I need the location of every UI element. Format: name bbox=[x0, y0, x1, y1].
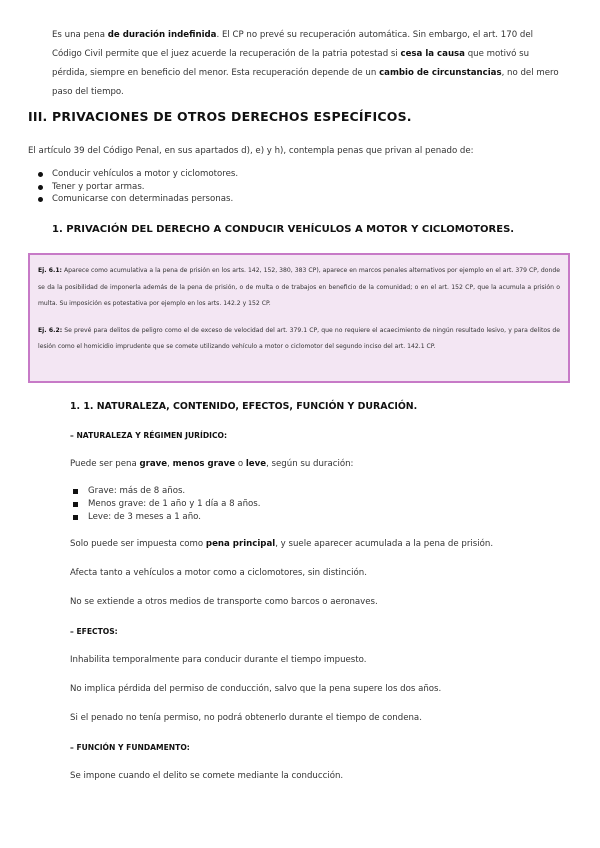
list-item: Comunicarse con determinadas personas. bbox=[37, 193, 238, 206]
intro-bold-3: cambio de circunstancias bbox=[379, 68, 502, 78]
example-label: Ej. 6.1: bbox=[38, 267, 62, 274]
funcion-heading: – FUNCIÓN Y FUNDAMENTO: bbox=[70, 743, 190, 752]
example-label: Ej. 6.2: bbox=[38, 326, 63, 334]
afecta-paragraph: Afecta tanto a vehículos a motor como a ciclomotores, sin distinción. bbox=[70, 568, 367, 578]
gravity-paragraph bbox=[70, 459, 353, 469]
list-item: Leve: de 3 meses a 1 año. bbox=[72, 511, 260, 524]
intro-bold-2: cesa la causa bbox=[400, 49, 465, 59]
intro-paragraph bbox=[52, 26, 562, 102]
gravity-text: , según su duración: bbox=[266, 459, 354, 469]
funcion-paragraph: Se impone cuando el delito se comete mediante la conducción. bbox=[70, 771, 344, 781]
list-item: Conducir vehículos a motor y ciclomotores. bbox=[37, 168, 238, 181]
efecto-paragraph: No implica pérdida del permiso de conducción, salvo que la pena supere los dos años. bbox=[70, 684, 442, 694]
intro-text-4: , no del mero paso del tiempo. bbox=[52, 68, 559, 97]
intro-text-3: que motivó su pérdida, siempre en beneficio del menor. Esta recuperación depende de un bbox=[52, 49, 530, 78]
gravity-text: Puede ser pena bbox=[70, 459, 140, 469]
no-extiende-paragraph: No se extiende a otros medios de transporte como barcos o aeronaves. bbox=[70, 597, 378, 607]
list-item: Menos grave: de 1 año y 1 día a 8 años. bbox=[72, 498, 260, 511]
gravity-bold: grave bbox=[139, 459, 168, 469]
example-text: Se prevé para delitos de peligro como el de exceso de velocidad del art. 379.1 CP, que no requiere el acaecimiento de ningún resultado lesivo, y para delitos de lesión como el homicidio imprudente que se comete utilizando vehículo a motor o ciclomotor del segundo inciso del art. 142.1 CP. bbox=[38, 326, 560, 350]
principal-paragraph bbox=[70, 539, 493, 549]
intro-bold-1: de duración indefinida bbox=[107, 30, 217, 40]
example-text: Aparece como acumulativa a la pena de prisión en los arts. 142, 152, 380, 383 CP), aparece en marcos penales alternativos por ejemplo en el art. 379 CP, donde se da la posibilidad de imponerla además de la pena de prisión, o de multa o de trabajos en beneficio de la comunidad; o en el art. 152 CP, que la acumula a prisión o multa. Su imposición es potestativa por ejemplo en los arts. 142.2 y 152 CP. bbox=[38, 267, 560, 307]
efecto-paragraph: Inhabilita temporalmente para conducir durante el tiempo impuesto. bbox=[70, 655, 367, 665]
section-paragraph: El artículo 39 del Código Penal, en sus apartados d), e) y h), contempla penas que privan al penado de: bbox=[28, 146, 474, 156]
gravity-text: , bbox=[167, 459, 173, 469]
naturaleza-heading: – NATURALEZA Y RÉGIMEN JURÍDICO: bbox=[70, 431, 228, 440]
intro-text-1: Es una pena bbox=[52, 30, 108, 40]
principal-text: , y suele aparecer acumulada a la pena de prisión. bbox=[275, 539, 494, 549]
duration-list bbox=[72, 485, 260, 524]
efecto-paragraph: Si el penado no tenía permiso, no podrá obtenerlo durante el tiempo de condena. bbox=[70, 713, 422, 723]
subsection-heading: 1. PRIVACIÓN DEL DERECHO A CONDUCIR VEHÍCULOS A MOTOR Y CICLOMOTORES. bbox=[52, 224, 515, 235]
sub-subsection-heading: 1. 1. NATURALEZA, CONTENIDO, EFECTOS, FUNCIÓN Y DURACIÓN. bbox=[70, 401, 418, 412]
rights-list bbox=[37, 168, 238, 206]
gravity-bold: leve bbox=[245, 459, 267, 469]
example-box bbox=[28, 253, 570, 383]
principal-text: Solo puede ser impuesta como bbox=[70, 539, 206, 549]
list-item: Grave: más de 8 años. bbox=[72, 485, 260, 498]
example-6-1 bbox=[38, 263, 560, 313]
list-item: Tener y portar armas. bbox=[37, 181, 238, 194]
gravity-bold: menos grave bbox=[172, 459, 236, 469]
example-6-2 bbox=[38, 323, 560, 356]
principal-bold: pena principal bbox=[205, 539, 276, 549]
intro-text-2: . El CP no prevé su recuperación automática. Sin embargo, el art. 170 del Código Civil permite que el juez acuerde la recuperación de la patria potestad si bbox=[52, 30, 534, 59]
gravity-text: o bbox=[235, 459, 246, 469]
efectos-heading: – EFECTOS: bbox=[70, 627, 118, 636]
section-heading: III. PRIVACIONES DE OTROS DERECHOS ESPECÍFICOS. bbox=[28, 109, 412, 124]
